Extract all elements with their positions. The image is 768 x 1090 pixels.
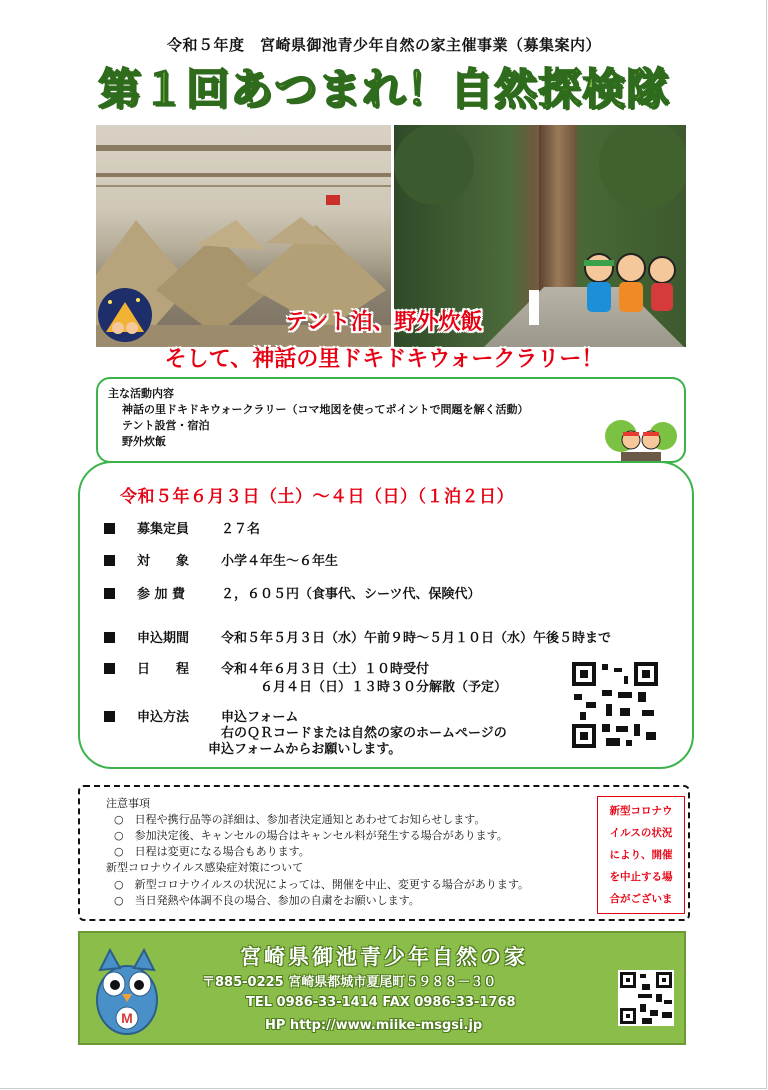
website-qr-code[interactable] [618,970,674,1026]
facility-website[interactable]: HP http://www.miike-msgsi.jp [265,1018,483,1033]
info-label-target: 対 象 [104,550,189,569]
facility-phone: TEL 0986-33-1414 FAX 0986-33-1768 [246,995,516,1010]
facility-name: 宮崎県御池青少年自然の家 [240,945,528,969]
info-value-schedule: 令和４年６月３日（土）１０時受付 [221,662,430,677]
notice-line: ○ 日程や携行品等の詳細は、参加者決定通知とあわせてお知らせします。 [114,813,486,826]
owl-mascot-icon [82,940,172,1040]
activity-item: 神話の里ドキドキウォークラリー（コマ地図を使ってポイントで問題を解く活動） [122,403,529,416]
activities-box [96,377,686,463]
page-header: 令和５年度 宮崎県御池青少年自然の家主催事業（募集案内） [166,36,601,54]
event-date: 令和５年６月３日（土）～４日（日）（１泊２日） [120,487,514,507]
info-value-capacity: ２７名 [221,522,261,537]
notice-line: ○ 当日発熱や体調不良の場合、参加の自粛をお願いします。 [114,894,420,907]
info-value-method-2: 右のＱＲコードまたは自然の家のホームページの [221,726,507,741]
caption-tent-cooking: テント泊、野外炊飯 [285,310,483,335]
notice-heading: 注意事項 [106,797,150,810]
facility-address: 〒885-0225 宮崎県都城市夏尾町５９８８－３０ [202,975,497,990]
application-qr-code[interactable] [572,662,658,748]
notice-line: ○ 新型コロナウイルスの状況によっては、開催を中止、変更する場合があります。 [114,878,530,891]
covid-line: イルスの状況 [609,827,673,839]
activity-item: テント設営・宿泊 [122,419,210,432]
covid-line: 新型コロナウ [609,805,673,817]
covid-warning-box [597,796,685,914]
activity-item: 野外炊飯 [122,435,166,448]
covid-line: を中止する場 [609,871,673,883]
info-label-method: 申込方法 [104,706,189,725]
info-value-fee: ２，６０５円（食事代、シーツ代、保険代） [221,587,481,602]
info-value-method-3: 申込フォームからお願いします。 [208,742,402,757]
page-title: 第１回あつまれ！自然探検隊 [98,65,670,115]
notice-line: ○ 参加決定後、キャンセルの場合はキャンセル料が発生する場合があります。 [114,829,508,842]
info-value-period: 令和５年５月３日（水）午前９時～５月１０日（水）午後５時まで [221,631,612,646]
info-label-schedule: 日 程 [104,658,189,677]
info-value-method: 申込フォーム [221,710,299,725]
info-label-fee: 参 加 費 [104,583,185,602]
info-value-target: 小学４年生～６年生 [221,554,339,569]
notice-line: ○ 日程は変更になる場合もあります。 [114,845,310,858]
activities-title: 主な活動内容 [108,387,174,400]
covid-line: により、開催 [609,849,673,861]
owl-badge-letter: M [121,1010,133,1026]
info-value-schedule-2: ６月４日（日）１３時３０分解散（予定） [221,680,508,695]
info-label-period: 申込期間 [104,627,189,646]
info-label-capacity: 募集定員 [104,518,189,537]
covid-line: 合がございま [609,893,673,905]
caption-walk-rally: そして、神話の里ドキドキウォークラリー！ [164,347,604,372]
notice-subheading: 新型コロナウイルス感染症対策について [106,861,304,874]
